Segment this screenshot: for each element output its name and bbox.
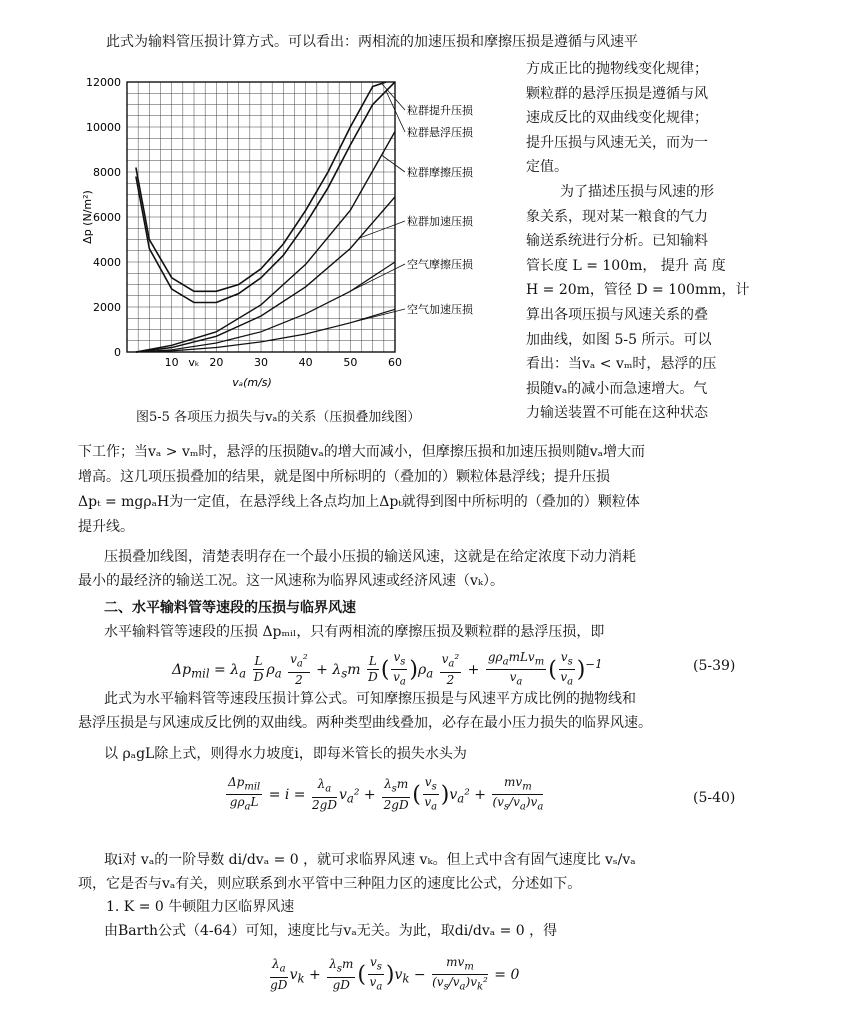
curve-label: 空气摩擦压损 — [407, 258, 473, 271]
y-tick-label: 8000 — [93, 166, 121, 179]
equation-5-40: $\frac{\Delta p_{mil}}{g\rho_aL}$ = i = $\frac{\lambda_a}{2gD}$ $v_a^2$ + $\frac{\lambda_sm}{2gD}$ ( $\frac{v_s}{v_a}$ )$v_a^2$ + $\frac{mv_m}{(v_s/v_a)v_a}$ — [228, 775, 544, 813]
body-line: 增高。这几项压损叠加的结果，就是图中所标明的（叠加的）颗粒体悬浮线；提升压损 — [78, 469, 610, 485]
equation-5-39: $\Delta p_{mil} = \lambda_a$ $\frac{L}{D}$ $\rho_a$ $\frac{v_a^2}{2}$ + $\lambda_sm$ $\frac{L}{D}$ ( $\frac{v_s}{v_a}$ )$\rho_a$ $\frac{v_a^2}{2}$ + $\frac{g\rho_amLv_m}{v_a}$ ( $\frac{v_s}{v_a}$ )$^{-1}$ — [172, 650, 603, 688]
y-tick-label: 10000 — [86, 121, 121, 134]
x-tick-label: 20 — [209, 356, 224, 369]
right-column-line: 定值。 — [526, 159, 568, 176]
x-tick-label: 60 — [388, 356, 402, 369]
x-tick-label: 50 — [343, 356, 358, 369]
right-column-line: 提升压损与风速无关，而为一 — [526, 134, 708, 151]
pressure-loss-chart — [75, 70, 525, 400]
subsection-title: 1. K = 0 牛顿阻力区临界风速 — [106, 899, 295, 915]
right-column-line: 看出：当vₐ < vₘ时，悬浮的压 — [526, 356, 717, 373]
right-column-line: 速成反比的双曲线变化规律； — [526, 110, 708, 127]
intro-text: 此式为输料管压损计算方式。可以看出：两相流的加速压损和摩擦压损是遵循与风速平 — [106, 34, 638, 50]
x-axis-label: vₐ(m/s) — [232, 376, 272, 389]
right-column-line: 象关系，现对某一粮食的气力 — [526, 208, 708, 225]
y-tick-label: 4000 — [93, 256, 121, 269]
critical-velocity-equation: $\frac{\lambda_a}{gD}$ $v_k$ + $\frac{\lambda_sm}{gD}$ ( $\frac{v_s}{v_a}$ )$v_k$ − $\frac{mv_m}{(v_s/v_a)v_k^2}$ = 0 — [270, 955, 520, 993]
figure-caption: 图5-5 各项压力损失与vₐ的关系（压损叠加线图） — [136, 410, 421, 425]
right-column-line: 为了描述压损与风速的形 — [560, 184, 714, 200]
x-tick-label: 40 — [298, 356, 313, 369]
x-tick-label: 10 — [164, 356, 179, 369]
horizontal-pipe-text: 水平输料管等速段的压损 Δpₘᵢₗ，只有两相流的摩擦压损及颗粒群的悬浮压损，即 — [104, 624, 605, 640]
body-line: 悬浮压损是与风速成反比例的双曲线。两种类型曲线叠加，必存在最小压力损失的临界风速。 — [78, 715, 652, 731]
body-line: 此式为水平输料管等速段压损计算公式。可知摩擦压损是与风速平方成比例的抛物线和 — [104, 691, 636, 707]
right-column-line: 颗粒群的悬浮压损是遵循与风 — [526, 85, 708, 102]
hydraulic-gradient-text: 以 ρₐgL除上式，则得水力坡度i，即每米管长的损失水头为 — [104, 746, 467, 762]
body-line: Δpₜ = mgρₐH为一定值，在悬浮线上各点均加上Δpₜ就得到图中所标明的（叠加的）颗粒体 — [78, 494, 640, 510]
body-line: 下工作；当vₐ > vₘ时，悬浮的压损随vₐ的增大而减小，但摩擦压损和加速压损则随vₐ增大而 — [78, 444, 646, 460]
curve-label: 粒群摩擦压损 — [407, 166, 473, 179]
curve-label: 粒群提升压损 — [407, 104, 473, 117]
right-column-line: 管长度 L = 100m， 提升 高 度 — [526, 257, 726, 274]
y-tick-label: 6000 — [93, 211, 121, 224]
right-column-line: 力输送装置不可能在这种状态 — [526, 405, 708, 422]
body-line: 最小的最经济的输送工况。这一风速称为临界风速或经济风速（vₖ）。 — [78, 573, 505, 589]
right-column-line: 输送系统进行分析。已知输料 — [526, 233, 708, 250]
y-tick-label: 0 — [114, 346, 121, 359]
curve-label: 粒群加速压损 — [407, 215, 473, 228]
label-leader-line — [350, 264, 405, 291]
equation-number-5-40: (5-40) — [693, 790, 736, 806]
right-column-line: 加曲线，如图 5-5 所示。可以 — [526, 331, 712, 348]
label-leader-line — [382, 155, 405, 172]
x-tick-label: vₖ — [188, 356, 200, 369]
y-tick-label: 12000 — [86, 76, 121, 89]
right-column-line: 方成正比的抛物线变化规律； — [526, 61, 708, 77]
right-column-line: 算出各项压损与风速关系的叠 — [526, 307, 708, 323]
body-line: 取i对 vₐ的一阶导数 di/dvₐ = 0 ，就可求临界风速 vₖ。但上式中含有固气速度比 vₛ/vₐ — [104, 852, 636, 868]
curve-label: 粒群悬浮压损 — [407, 126, 473, 139]
right-column-line: 损随vₐ的减小而急速增大。气 — [526, 380, 708, 397]
equation-number-5-39: (5-39) — [693, 658, 736, 674]
x-tick-label: 30 — [254, 356, 268, 369]
y-axis-label: Δp (N/m²) — [81, 190, 94, 244]
barth-formula-text: 由Barth公式（4-64）可知，速度比与vₐ无关。为此，取di/dvₐ = 0 ，得 — [104, 923, 558, 939]
body-line: 项，它是否与vₐ有关，则应联系到水平管中三种阻力区的速度比公式，分述如下。 — [78, 876, 582, 892]
right-column-line: H = 20m，管径 D = 100mm，计 — [526, 282, 750, 299]
y-tick-label: 2000 — [93, 301, 121, 314]
body-line: 压损叠加线图，清楚表明存在一个最小压损的输送风速，这就是在给定浓度下动力消耗 — [104, 549, 636, 565]
curve-label: 空气加速压损 — [407, 303, 473, 316]
section-heading: 二、水平输料管等速段的压损与临界风速 — [104, 600, 356, 616]
body-line: 提升线。 — [78, 519, 134, 535]
